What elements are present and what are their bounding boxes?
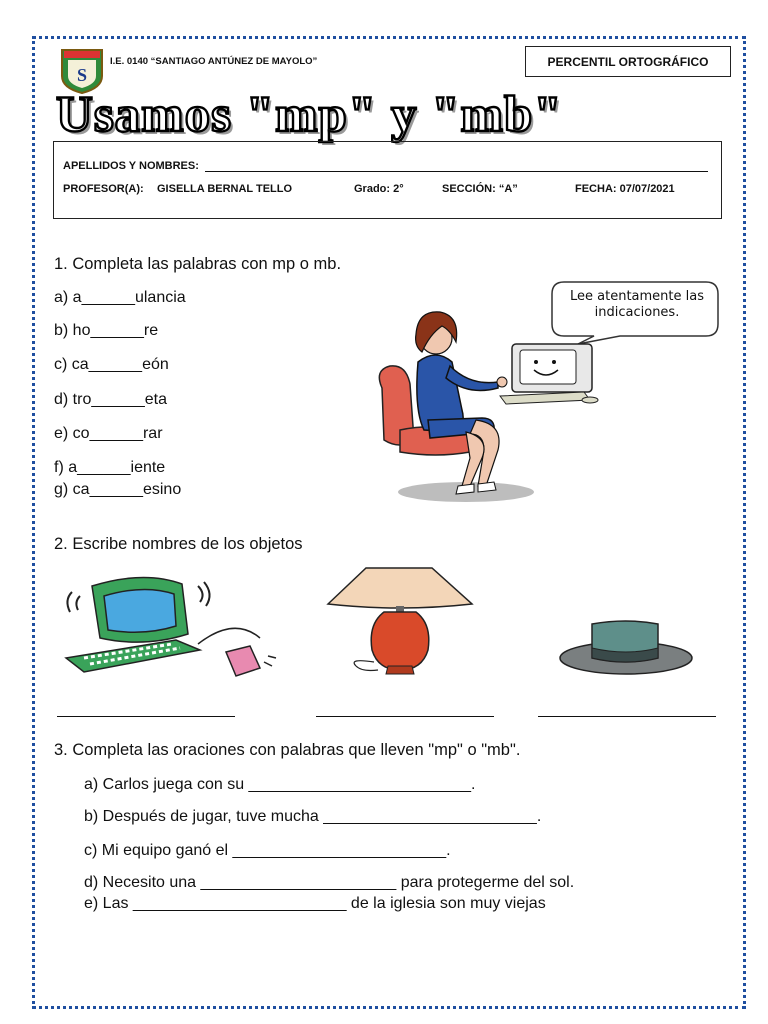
logo-letter: S (76, 65, 88, 85)
q1-item: d) tro______eta (54, 391, 167, 408)
names-label: APELLIDOS Y NOMBRES: (63, 160, 199, 172)
bubble-text: Lee atentamente las indicaciones. (570, 289, 704, 320)
teacher-name: GISELLA BERNAL TELLO (157, 183, 293, 195)
section: SECCIÓN: “A” (442, 183, 518, 195)
q3-item: b) Después de jugar, tuve mucha ________________________. (84, 808, 542, 825)
worksheet-title: Usamos "mp" y "mb" (56, 87, 563, 143)
q1-title: 1. Completa las palabras con mp o mb. (54, 255, 342, 273)
q1-item: c) ca______eón (54, 356, 169, 373)
q3-title: 3. Completa las oraciones con palabras que lleven "mp" o "mb". (54, 741, 521, 759)
date: FECHA: 07/07/2021 (575, 183, 675, 195)
q1-item: a) a______ulancia (54, 289, 186, 306)
school-name: I.E. 0140 “SANTIAGO ANTÚNEZ DE MAYOLO” (110, 56, 318, 67)
names-field[interactable] (205, 171, 708, 172)
hat-icon (558, 618, 698, 680)
worksheet-badge: PERCENTIL ORTOGRÁFICO (525, 46, 731, 77)
computer-icon (64, 572, 284, 682)
q3-item: d) Necesito una ______________________ para protegerme del sol. (84, 874, 575, 891)
answer-line-hat[interactable] (538, 716, 716, 717)
answer-line-lamp[interactable] (316, 716, 494, 717)
q3-item: c) Mi equipo ganó el ________________________. (84, 842, 451, 859)
q1-item: b) ho______re (54, 322, 159, 339)
teacher-illustration (370, 300, 610, 510)
teacher-label: PROFESOR(A): (63, 183, 144, 195)
lamp-icon (328, 566, 478, 676)
grade: Grado: 2° (354, 183, 404, 195)
q1-item: f) a______iente (54, 459, 166, 476)
q2-title: 2. Escribe nombres de los objetos (54, 535, 303, 553)
q1-item: g) ca______esino (54, 481, 182, 498)
answer-line-computer[interactable] (57, 716, 235, 717)
student-info-box (53, 141, 722, 219)
q1-item: e) co______rar (54, 425, 163, 442)
q3-item: e) Las ________________________ de la iglesia son muy viejas (84, 895, 546, 912)
q3-item: a) Carlos juega con su _________________________. (84, 776, 476, 793)
